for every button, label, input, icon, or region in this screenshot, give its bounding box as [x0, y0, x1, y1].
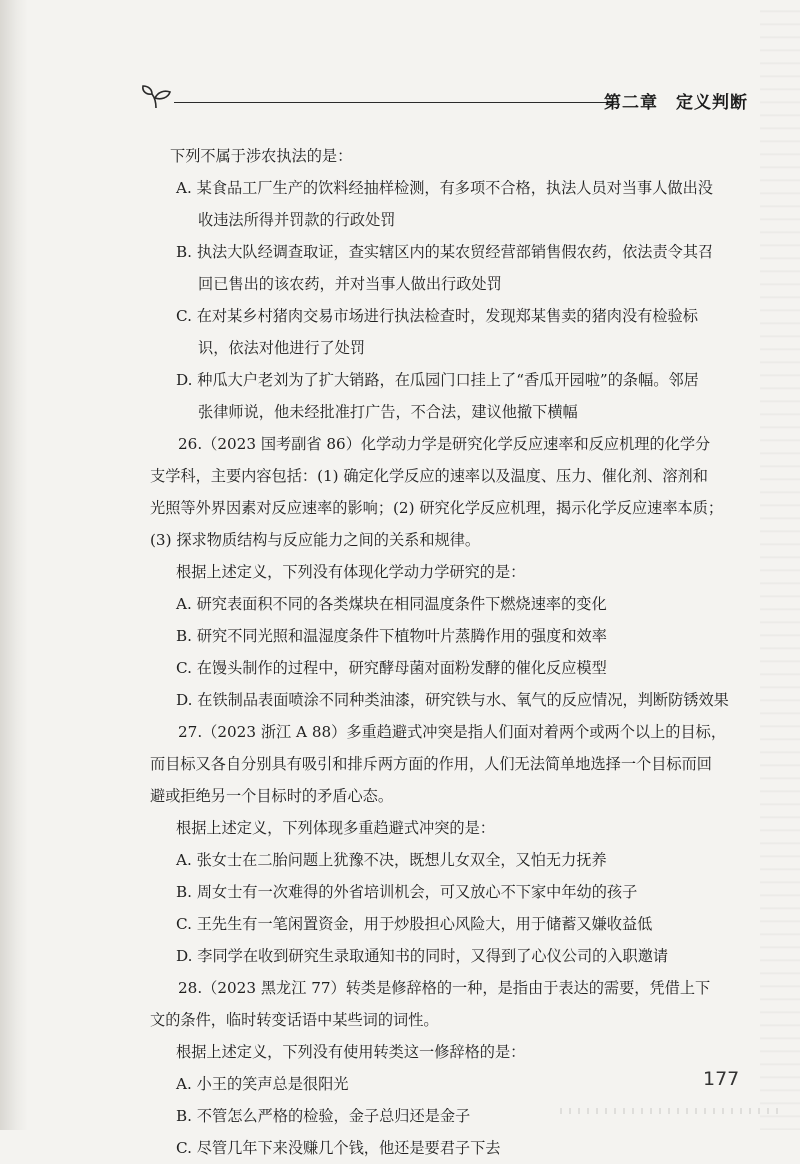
q27-stem-line1: 27.（2023 浙江 A 88）多重趋避式冲突是指人们面对着两个或两个以上的目标， — [178, 723, 727, 741]
q26-stem-line1: 26.（2023 国考副省 86）化学动力学是研究化学反应速率和反应机理的化学分 — [178, 435, 711, 453]
page-edge-left — [0, 0, 28, 1130]
q27-option-d: D. 李同学在收到研究生录取通知书的同时，又得到了心仪公司的入职邀请 — [176, 947, 669, 965]
q25-option-d-line1: D. 种瓜大户老刘为了扩大销路，在瓜园门口挂上了“香瓜开园啦”的条幅。邻居 — [176, 371, 699, 389]
q27-option-b: B. 周女士有一次难得的外省培训机会，可又放心不下家中年幼的孩子 — [176, 883, 638, 901]
q27-stem-line2: 而目标又各自分别具有吸引和排斥两方面的作用，人们无法简单地选择一个目标而回 — [150, 755, 712, 773]
q27-option-c: C. 王先生有一笔闲置资金，用于炒股担心风险大，用于储蓄又嫌收益低 — [176, 915, 653, 933]
q26-option-d: D. 在铁制品表面喷涂不同种类油漆，研究铁与水、氧气的反应情况，判断防锈效果 — [176, 691, 729, 709]
q25-option-b-line1: B. 执法大队经调查取证，查实辖区内的某农贸经营部销售假农药，依法责令其召 — [176, 243, 714, 261]
q25-option-a-line2: 收违法所得并罚款的行政处罚 — [198, 211, 396, 229]
page-number: 177 — [703, 1068, 740, 1090]
q27-prompt: 根据上述定义，下列体现多重趋避式冲突的是： — [176, 819, 495, 837]
q27-option-a: A. 张女士在二胎问题上犹豫不决，既想儿女双全，又怕无力抚养 — [176, 851, 607, 869]
q26-option-a: A. 研究表面积不同的各类煤块在相同温度条件下燃烧速率的变化 — [176, 595, 607, 613]
page-body — [150, 140, 730, 1164]
q26-stem-line2: 支学科，主要内容包括：(1) 确定化学反应的速率以及温度、压力、催化剂、溶剂和 — [150, 467, 708, 485]
q28-prompt: 根据上述定义，下列没有使用转类这一修辞格的是： — [176, 1043, 526, 1061]
q26-stem-line3: 光照等外界因素对反应速率的影响；(2) 研究化学反应机理，揭示化学反应速率本质； — [150, 499, 724, 517]
q25-option-c-line1: C. 在对某乡村猪肉交易市场进行执法检查时，发现郑某售卖的猪肉没有检验标 — [176, 307, 698, 325]
q25-option-c-line2: 识，依法对他进行了处罚 — [198, 339, 366, 357]
q28-stem-line1: 28.（2023 黑龙江 77）转类是修辞格的一种，是指由于表达的需要，凭借上下 — [178, 979, 711, 997]
q28-option-a: A. 小王的笑声总是很阳光 — [176, 1075, 349, 1093]
scan-noise — [560, 1108, 780, 1114]
q26-prompt: 根据上述定义，下列没有体现化学动力学研究的是： — [176, 563, 526, 581]
q28-option-c: C. 尽管几年下来没赚几个钱，他还是要君子下去 — [176, 1139, 501, 1157]
q25-option-a-line1: A. 某食品工厂生产的饮料经抽样检测，有多项不合格，执法人员对当事人做出没 — [176, 179, 713, 197]
header-rule — [174, 102, 614, 103]
q25-prompt: 下列不属于涉农执法的是： — [170, 147, 353, 165]
q26-option-c: C. 在馒头制作的过程中，研究酵母菌对面粉发酵的催化反应模型 — [176, 659, 607, 677]
q28-option-b: B. 不管怎么严格的检验，金子总归还是金子 — [176, 1107, 471, 1125]
page-edge-right — [760, 0, 800, 1130]
q27-stem-line3: 避或拒绝另一个目标时的矛盾心态。 — [150, 787, 393, 805]
sprout-icon — [140, 84, 174, 110]
q25-option-b-line2: 回已售出的该农药，并对当事人做出行政处罚 — [198, 275, 502, 293]
q26-stem-line4: (3) 探求物质结构与反应能力之间的关系和规律。 — [150, 531, 481, 549]
q26-option-b: B. 研究不同光照和温湿度条件下植物叶片蒸腾作用的强度和效率 — [176, 627, 607, 645]
chapter-title: 第二章 定义判断 — [604, 93, 748, 113]
q28-stem-line2: 文的条件，临时转变话语中某些词的词性。 — [150, 1011, 439, 1029]
running-header — [140, 78, 748, 118]
q25-option-d-line2: 张律师说，他未经批准打广告，不合法，建议他撤下横幅 — [198, 403, 578, 421]
